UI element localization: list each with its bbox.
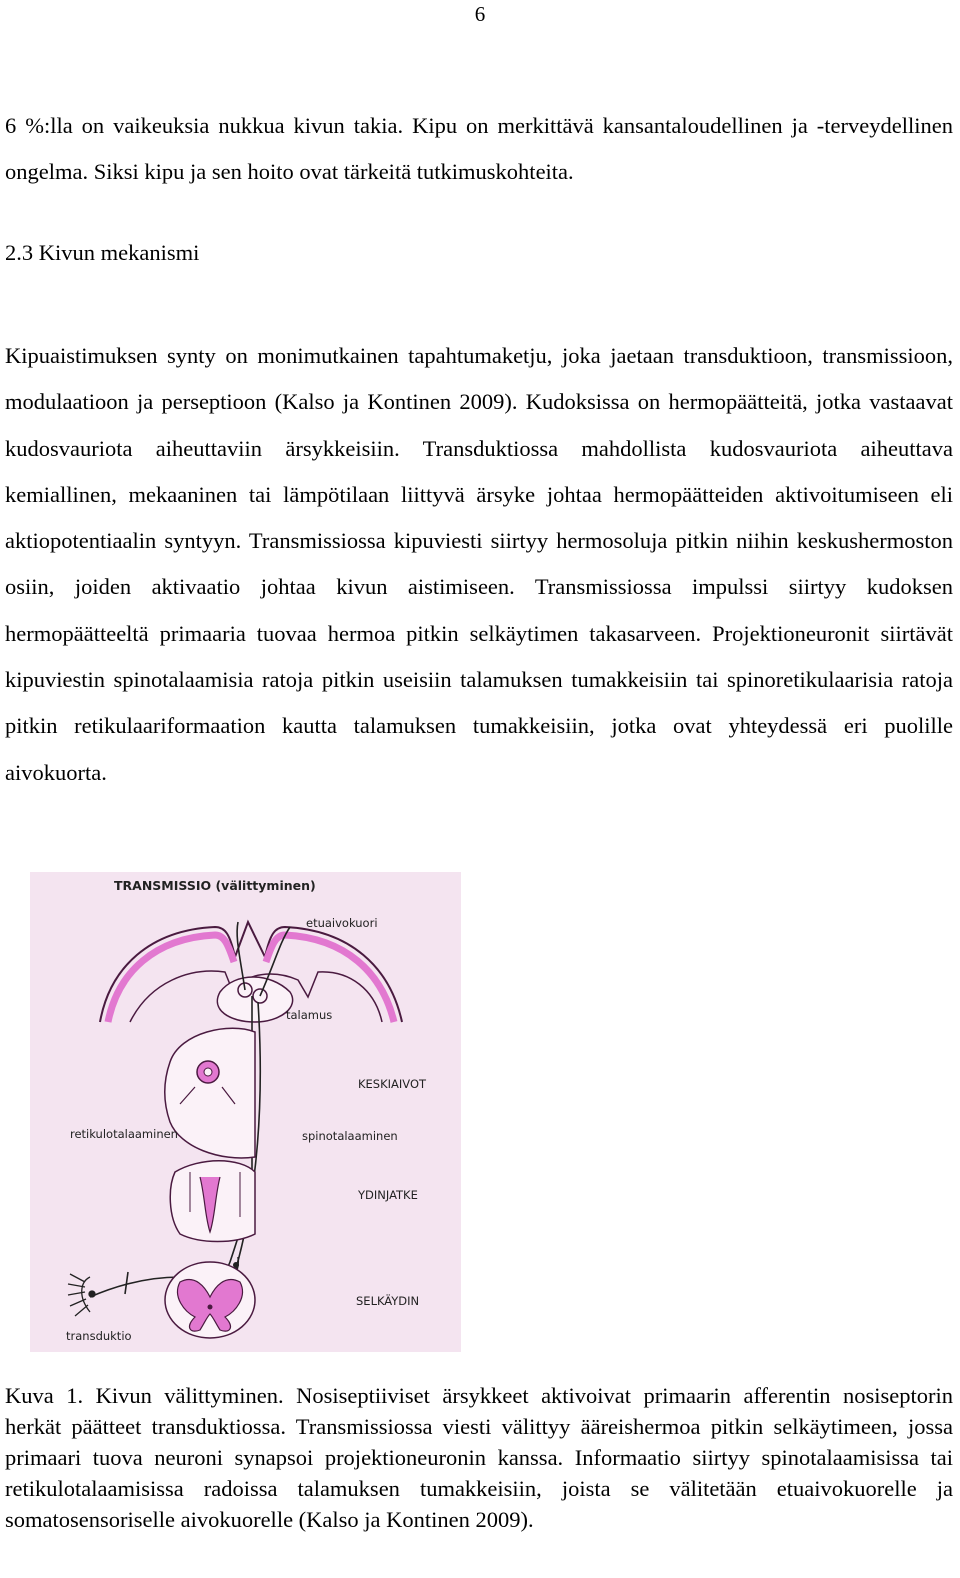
label-talamus: talamus (286, 1008, 333, 1022)
label-transduktio: transduktio (66, 1329, 132, 1343)
paragraph-mechanism: Kipuaistimuksen synty on monimutkainen tapahtumaketju, joka jaetaan transduktioon, transmissioon, modulaatioon ja perseptioon (Kalso ja Kontinen 2009). Kudoksissa on hermopäätteitä, jotka vastaavat kudosvauriota aiheuttaviin ärsykkeisiin. Transduktiossa mahdollista kudosvauriota aiheuttava kemiallinen, mekaaninen tai lämpötilaan liittyvä ärsyke johtaa hermopäätteiden aktivoitumiseen eli aktiopotentiaalin syntyyn. Transmissiossa kipuviesti siirtyy hermosoluja pitkin niihin keskushermoston osiin, joiden aktivaatio johtaa kivun aistimiseen. Transmissiossa impulssi siirtyy kudoksen hermopäätteeltä primaaria tuovaa hermoa pitkin selkäytimen takasarveen. Projektioneuronit siirtävät kipuviestin spinotalaamisia ratoja pitkin useisiin talamuksen tumakkeisiin tai spinoretikulaarisia ratoja pitkin retikulaariformaation kautta talamuksen tumakkeisiin, jotka ovat yhteydessä eri puolille aivokuorta. (5, 343, 953, 785)
label-retikulotalaaminen: retikulotalaaminen (70, 1127, 178, 1141)
transmission-figure (30, 872, 461, 1352)
label-etuaivokuori: etuaivokuori (306, 916, 378, 930)
label-keskiaivot: KESKIAIVOT (358, 1077, 427, 1091)
label-selkaydin: SELKÄYDIN (356, 1294, 420, 1308)
paragraph-intro: 6 %:lla on vaikeuksia nukkua kivun takia. Kipu on merkittävä kansantaloudellinen ja -terveydellinen ongelma. Siksi kipu ja sen hoito ovat tärkeitä tutkimuskohteita. (5, 113, 953, 185)
figure-title: TRANSMISSIO (välittyminen) (114, 878, 316, 893)
midbrain-section (165, 1028, 255, 1158)
transmission-diagram (30, 872, 461, 1352)
nerve-ending-icon (68, 1274, 95, 1316)
figure-caption: Kuva 1. Kivun välittyminen. Nosiseptiiviset ärsykkeet aktivoivat primaarin afferentin nosiseptorin herkät päätteet transduktiossa. Transmissiossa viesti välittyy ääreishermoa pitkin selkäytimeen, jossa primaari tuova neuroni synapsoi projektioneuronin kanssa. Informaatio siirtyy spinotalaamisissa tai retikulotalaamisissa radoissa talamuksen tumakkeisiin, joista se välitetään etuaivokuorelle ja somatosensoriselle aivokuorelle (Kalso ja Kontinen 2009). (5, 1383, 953, 1532)
brain-shape (100, 922, 402, 1022)
page-number: 6 (474, 2, 486, 26)
spinal-cord-section (165, 1262, 255, 1338)
label-ydinjatke: YDINJATKE (358, 1188, 418, 1202)
section-heading: 2.3 Kivun mekanismi (5, 240, 200, 265)
label-spinotalaaminen: spinotalaaminen (302, 1129, 398, 1143)
medulla-section (170, 1161, 255, 1242)
